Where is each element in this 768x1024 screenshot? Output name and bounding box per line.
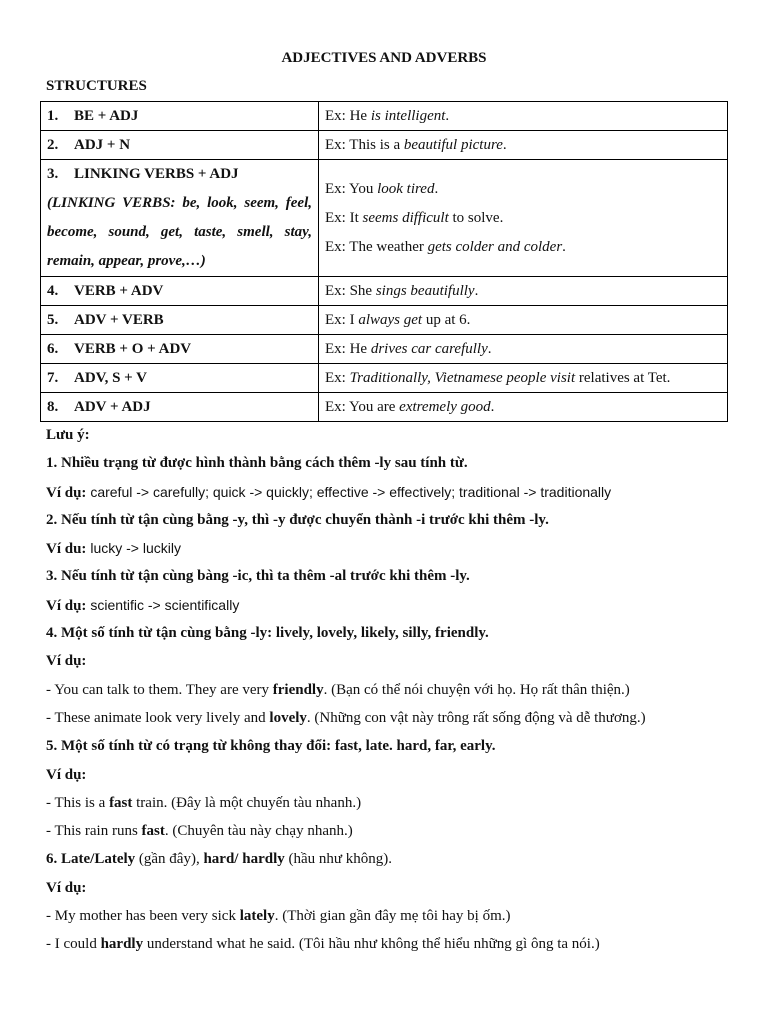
note-text: (hầu như không).	[284, 851, 393, 868]
example-italic: Traditionally, Vietnamese people visit	[349, 370, 576, 386]
example-label: Ví dụ:	[46, 484, 87, 501]
example-text: .	[487, 341, 492, 357]
example-text: Ex: You	[325, 180, 378, 197]
note-4: 4. Một số tính từ tận cùng bằng -ly: lively, lovely, likely, silly, friendly.	[46, 625, 489, 642]
example-label: Ví du:	[46, 541, 87, 558]
example-text: .	[445, 108, 450, 124]
example-italic: is intelligent	[370, 108, 446, 124]
example-italic: extremely good	[399, 399, 491, 415]
table-row	[41, 306, 728, 335]
note-1-example	[46, 478, 736, 506]
rule-text: VERB + ADV	[74, 283, 164, 299]
table-row	[41, 102, 728, 131]
example-bold: fast	[109, 794, 133, 811]
note-text: (gần đây),	[135, 851, 204, 868]
note-5-example-2	[46, 817, 736, 845]
rule-cell	[41, 277, 319, 306]
table-row	[41, 335, 728, 364]
rule-cell	[41, 306, 319, 335]
example-line	[325, 175, 721, 204]
rule-number: 1.	[47, 108, 59, 124]
example-text: to solve.	[448, 209, 504, 226]
rule-number: 4.	[47, 283, 59, 299]
example-text: .	[502, 137, 507, 153]
note-2: 2. Nếu tính từ tận cùng bằng -y, thì -y được chuyển thành -i trước khi thêm -ly.	[46, 511, 549, 528]
note-6	[46, 845, 736, 873]
example-text: scientific -> scientifically	[86, 596, 240, 613]
example-text: relatives at Tet.	[575, 370, 671, 386]
example-text: Ex: This is a	[325, 137, 404, 153]
rule-number: 7.	[47, 370, 59, 386]
table-row	[41, 131, 728, 160]
table-row	[41, 364, 728, 393]
rule-text: ADV + ADJ	[74, 399, 151, 415]
example-text: understand what he said. (Tôi hầu như không thể hiểu những gì ông ta nói.)	[143, 936, 600, 953]
example-text: - You can talk to them. They are very	[46, 681, 273, 698]
example-italic: gets colder and colder	[427, 238, 563, 255]
example-text: - My mother has been very sick	[46, 908, 240, 925]
note-5: 5. Một số tính từ có trạng từ không thay đổi: fast, late. hard, far, early.	[46, 738, 496, 755]
example-italic: look tired	[377, 180, 435, 197]
rule-number: 8.	[47, 399, 59, 415]
example-text: up at 6.	[422, 312, 471, 328]
note-3: 3. Nếu tính từ tận cùng bàng -ic, thì ta thêm -al trước khi thêm -ly.	[46, 568, 470, 585]
example-cell	[319, 102, 728, 131]
example-line	[325, 204, 721, 233]
example-text: . (Chuyên tàu này chạy nhanh.)	[164, 823, 353, 840]
example-text: .	[490, 399, 495, 415]
rule-number: 3.	[47, 166, 59, 182]
example-bold: friendly	[272, 681, 324, 698]
example-italic: seems difficult	[362, 209, 449, 226]
structures-table	[40, 101, 728, 422]
note-bold: hard/ hardly	[203, 851, 285, 868]
example-text: . (Những con vật này trông rất sống động và dễ thương.)	[306, 709, 646, 726]
example-italic: sings beautifully	[375, 283, 475, 299]
note-5-example-label: Ví dụ:	[46, 766, 87, 783]
note-1: 1. Nhiều trạng từ được hình thành bằng cách thêm -ly sau tính từ.	[46, 455, 468, 472]
example-text: Ex: He	[325, 108, 371, 124]
example-bold: fast	[141, 823, 165, 840]
example-cell	[319, 160, 728, 277]
example-text: - These animate look very lively and	[46, 709, 270, 726]
note-4-example-label: Ví dụ:	[46, 653, 87, 670]
example-cell	[319, 335, 728, 364]
example-bold: hardly	[100, 936, 144, 953]
rule-cell	[41, 393, 319, 422]
table-row	[41, 160, 728, 277]
example-text: careful -> carefully; quick -> quickly; effective -> effectively; traditional -> traditionally	[86, 483, 612, 500]
example-text: Ex: He	[325, 341, 371, 357]
example-text: . (Bạn có thể nói chuyện với họ. Họ rất thân thiện.)	[323, 681, 630, 698]
rule-number: 6.	[47, 341, 59, 357]
rule-cell	[41, 102, 319, 131]
example-text: .	[474, 283, 479, 299]
rule-text: ADV, S + V	[74, 370, 148, 386]
rule-number: 5.	[47, 312, 59, 328]
notes-section	[46, 421, 736, 959]
example-cell	[319, 131, 728, 160]
rule-text: ADV + VERB	[74, 312, 164, 328]
example-text: .	[434, 180, 439, 197]
example-text: train. (Đây là một chuyến tàu nhanh.)	[132, 794, 362, 811]
structures-heading: STRUCTURES	[46, 78, 147, 94]
rule-cell	[41, 131, 319, 160]
example-italic: always get	[358, 312, 423, 328]
rule-cell	[41, 364, 319, 393]
rule-number: 2.	[47, 137, 59, 153]
rule-text: VERB + O + ADV	[74, 341, 192, 357]
note-5-example-1	[46, 789, 736, 817]
example-bold: lately	[239, 908, 275, 925]
example-cell	[319, 364, 728, 393]
note-6-example-1	[46, 902, 736, 930]
note-6-example-label: Ví dụ:	[46, 879, 87, 896]
example-text: - This is a	[46, 794, 110, 811]
example-cell	[319, 306, 728, 335]
example-bold: lovely	[269, 709, 307, 726]
example-text: lucky -> luckily	[86, 540, 181, 557]
example-cell	[319, 277, 728, 306]
linking-verbs-note: (LINKING VERBS: be, look, seem, feel, become, sound, get, taste, smell, stay, remain, appear, prove,…)	[47, 195, 312, 269]
table-row	[41, 393, 728, 422]
note-2-example	[46, 534, 736, 562]
note-3-example	[46, 591, 736, 619]
example-text: Ex: She	[325, 283, 376, 299]
example-text: .	[562, 238, 566, 255]
example-text: - This rain runs	[46, 823, 142, 840]
example-text: Ex:	[325, 370, 350, 386]
example-text: - I could	[46, 936, 101, 953]
notes-heading: Lưu ý:	[46, 427, 90, 443]
example-text: Ex: The weather	[325, 238, 428, 255]
example-line	[325, 233, 721, 262]
rule-text: BE + ADJ	[74, 108, 139, 124]
rule-text: ADJ + N	[74, 137, 131, 153]
rule-cell	[41, 160, 319, 277]
note-4-example-1	[46, 676, 736, 704]
rule-text: LINKING VERBS + ADJ	[74, 166, 239, 182]
rule-cell	[41, 335, 319, 364]
example-label: Ví dụ:	[46, 597, 87, 614]
note-4-example-2	[46, 704, 736, 732]
example-text: Ex: I	[325, 312, 359, 328]
note-6-example-2	[46, 930, 736, 958]
table-row	[41, 277, 728, 306]
example-text: Ex: It	[325, 209, 363, 226]
example-text: Ex: You are	[325, 399, 400, 415]
example-text: . (Thời gian gần đây mẹ tôi hay bị ốm.)	[274, 908, 511, 925]
example-italic: drives car carefully	[370, 341, 488, 357]
note-bold: 6. Late/Lately	[46, 851, 136, 868]
page-title: ADJECTIVES AND ADVERBS	[281, 50, 487, 66]
example-cell	[319, 393, 728, 422]
example-italic: beautiful picture	[403, 137, 503, 153]
